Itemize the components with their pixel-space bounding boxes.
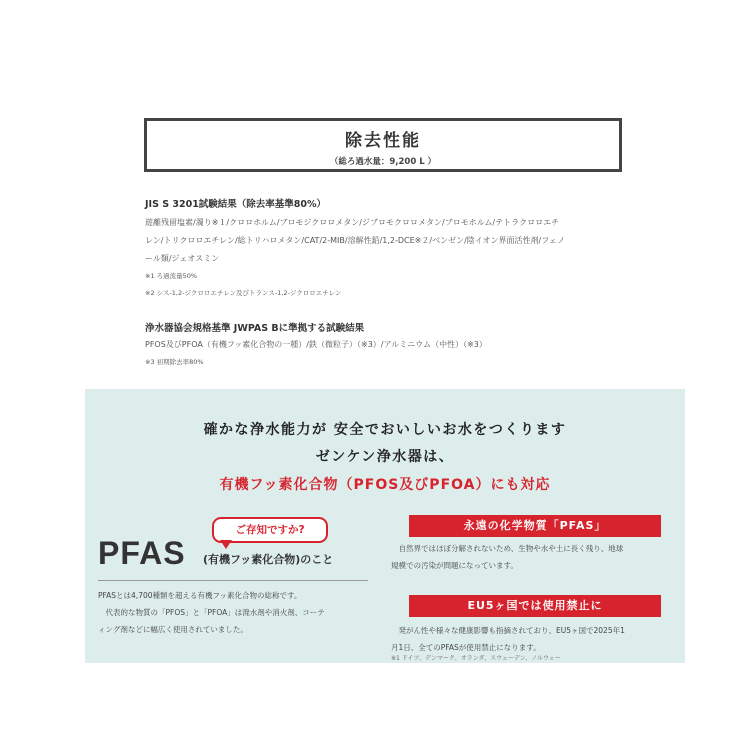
pfas-desc-line: ィング剤などに幅広く使用されていました。 [98, 625, 248, 634]
slogan-line-2: ゼンケン浄水器は、 [315, 449, 455, 465]
jwpas-section [145, 320, 625, 371]
eu-ban-text [391, 622, 681, 656]
jwpas-body: PFOS及びPFOA（有機フッ素化合物の一種）/鉄（微粒子）（※3）/アルミニウム（中性）（※3） [145, 340, 487, 349]
forever-chemical-banner: 永遠の化学物質「PFAS」 [409, 515, 661, 537]
page-title: 除去性能 [345, 131, 421, 151]
forever-chemical-line: 自然界ではほぼ分解されないため、生物や水や土に長く残り、地球 [391, 544, 624, 553]
forever-chemical-text [391, 540, 681, 574]
forever-chemical-line: 規模での汚染が問題になっています。 [391, 561, 518, 570]
eu-ban-banner: EU5ヶ国では使用禁止に [409, 595, 661, 617]
page-subtitle: （総ろ過水量：9,200 L ） [329, 157, 437, 167]
eu-ban-footnote: ※1 ドイツ、デンマーク、オランダ、スウェーデン、ノルウェー [391, 655, 561, 662]
slogan-line-3: 有機フッ素化合物（PFOS及びPFOA）にも対応 [219, 477, 551, 493]
pfas-logo: PFAS [98, 535, 186, 571]
pfas-description [98, 587, 383, 638]
eu-ban-line: 月1日、全てのPFASが使用禁止になります。 [391, 643, 541, 652]
slogan-line-1: 確かな浄水能力が 安全でおいしいお水をつくります [203, 422, 567, 438]
did-you-know-bubble: ご存知ですか? [212, 517, 328, 543]
jwpas-heading: 浄水器協会規格基準 JWPAS Bに準拠する試験結果 [145, 323, 365, 334]
eu-ban-line: 発がん性や様々な健康影響も指摘されており、EU5ヶ国で2025年1 [391, 626, 625, 635]
pfas-panel [85, 389, 685, 663]
pfas-desc-line: PFASとは4,700種類を超える有機フッ素化合物の総称です。 [98, 591, 302, 600]
jis-body [145, 214, 625, 268]
jis-note-2: ※2 シス-1,2-ジクロロエチレン及びトランス-1,2-ジクロロエチレン [145, 289, 342, 297]
jis-body-line: 遊離残留塩素/濁り※１/クロロホルム/ブロモジクロロメタン/ジブロモクロロメタン/ブロモホルム/テトラクロロエチ [145, 218, 560, 227]
divider [98, 580, 368, 581]
bubble-tail [220, 540, 232, 549]
pfas-subtitle: (有機フッ素化合物)のこと [203, 553, 334, 566]
jis-body-line: レン/トリクロロエチレン/総トリハロメタン/CAT/2-MIB/溶解性鉛/1,2-DCE※２/ベンゼン/陰イオン界面活性剤/フェノ [145, 236, 565, 245]
title-box [144, 118, 622, 172]
jis-body-line: ール類/ジェオスミン [145, 254, 220, 263]
jis-note-1: ※1 ろ過流量50% [145, 272, 198, 280]
pfas-desc-line: 代表的な物質の「PFOS」と「PFOA」は溌水剤や消火剤、コーテ [98, 608, 325, 617]
jwpas-note: ※3 初期除去率80% [145, 358, 204, 366]
jis-heading: JIS S 3201試験結果（除去率基準80%） [145, 199, 327, 210]
jis-section [145, 196, 625, 302]
